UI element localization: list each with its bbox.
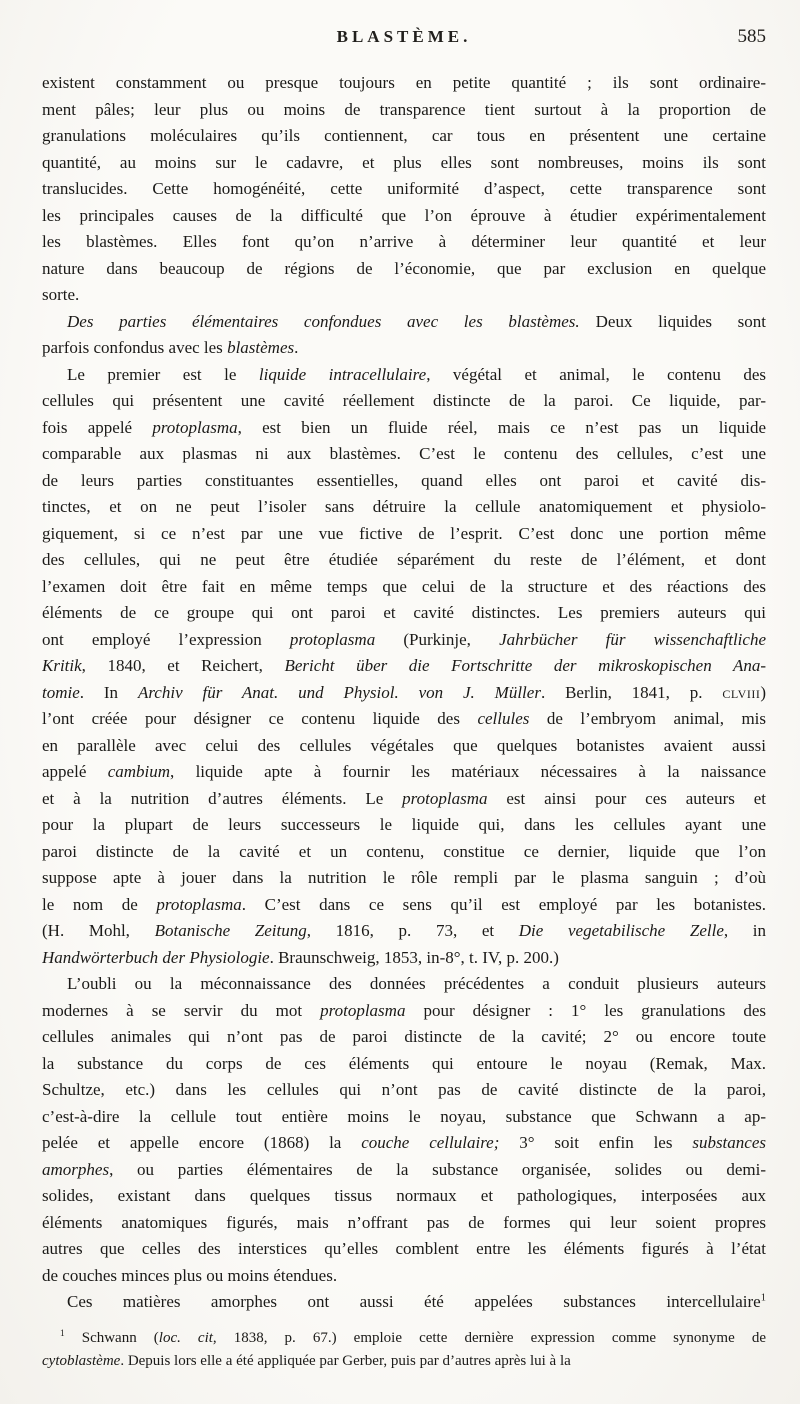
text-line: [42, 362, 766, 389]
text-segment: blastèmes: [227, 338, 295, 357]
text-segment: . C’est dans ce sens qu’il est employé par les botanistes.: [241, 894, 766, 914]
text-segment: liquide intracellulaire: [258, 364, 427, 384]
text-segment: l’examen doit être fait en même temps que celui de la structure et des réactions des: [42, 576, 766, 596]
text-line: [42, 812, 766, 839]
text-segment: . Berlin, 1841, p.: [540, 682, 723, 702]
text-line: [42, 1210, 766, 1237]
text-segment: 3° soit enfin les: [499, 1133, 693, 1152]
text-line: [42, 150, 766, 177]
text-line: [42, 786, 766, 813]
text-segment: Die vegetabilische Zelle: [518, 921, 724, 940]
text-line: [42, 229, 766, 256]
text-segment: solides, existant dans quelques tissus normaux et pathologiques, interposées aux: [42, 1186, 766, 1205]
text-segment: est ainsi pour ces auteurs et: [487, 788, 766, 808]
text-segment: , liquide apte à fournir les matériaux nécessaires à la naissance: [170, 762, 766, 781]
text-line: [42, 468, 766, 495]
text-line: [42, 1130, 766, 1157]
text-line: [42, 1263, 766, 1290]
text-line: [42, 998, 766, 1025]
text-segment: Le premier est le: [67, 364, 259, 384]
text-line: [42, 1051, 766, 1078]
text-line: [42, 282, 766, 309]
text-segment: les principales causes de la difficulté que l’on éprouve à étudier expérimentalement: [42, 205, 766, 225]
text-line: [42, 680, 766, 707]
text-segment: substances: [692, 1133, 766, 1152]
text-segment: . In: [79, 682, 138, 702]
body-text-block: [42, 70, 766, 1316]
text-line: [42, 494, 766, 521]
text-segment: cambium: [107, 762, 171, 781]
footnote-marker: 1: [60, 1328, 65, 1339]
text-segment: . Depuis lors elle a été appliquée par Gerber, puis par d’autres après lui à la: [120, 1353, 571, 1369]
text-segment: sorte.: [42, 285, 80, 304]
text-line: [42, 97, 766, 124]
text-segment: Botanische Zeitung: [154, 921, 307, 940]
text-line: [42, 176, 766, 203]
text-segment: ment pâles; leur plus ou moins de transparence tient surtout à la proportion de: [42, 99, 766, 119]
text-line: [42, 627, 766, 654]
text-segment: Des parties élémentaires confondues avec les blastèmes.: [67, 311, 580, 331]
text-segment: nature dans beaucoup de régions de l’économie, que par exclusion en quelque: [42, 258, 766, 278]
running-head: [42, 26, 766, 50]
text-line: [42, 706, 766, 733]
text-line: [42, 574, 766, 601]
text-line: [42, 653, 766, 680]
text-segment: protoplasma: [402, 788, 488, 808]
text-segment: de l’embryom animal, mis: [529, 709, 766, 728]
text-segment: Archiv für Anat. und Physiol. von J. Müller: [137, 682, 541, 702]
text-segment: .: [294, 338, 299, 357]
text-segment: quantité, au moins sur le cadavre, et plus elles sont nombreuses, moins ils sont: [42, 152, 766, 172]
text-segment: Bericht über die Fortschritte der mikroskopischen Ana-: [284, 656, 766, 675]
text-line: [42, 971, 766, 998]
text-segment: cellules animales qui n’ont pas de paroi distincte de la cavité; 2° ou encore toute: [42, 1027, 766, 1046]
text-segment: , 1838, p. 67.) emploie cette dernière expression comme synonyme de: [212, 1329, 766, 1346]
footnote-block: [42, 1327, 766, 1374]
text-line: [42, 733, 766, 760]
text-segment: paroi distincte de la cavité et un contenu, constitue ce dernier, liquide que l’on: [42, 841, 766, 861]
text-segment: parfois confondus avec les: [42, 338, 228, 357]
text-segment: ): [760, 682, 766, 702]
text-segment: protoplasma: [320, 1000, 406, 1020]
text-segment: pour la plupart de leurs successeurs le liquide qui, dans les cellules ayant une: [42, 815, 766, 834]
text-line: [42, 256, 766, 283]
text-segment: le nom de: [42, 894, 157, 914]
text-line: [42, 839, 766, 866]
text-segment: amorphes: [42, 1159, 110, 1179]
text-line: [42, 759, 766, 786]
text-segment: (Purkinje,: [375, 629, 500, 649]
text-segment: Kritik: [42, 656, 82, 675]
text-line: [42, 70, 766, 97]
text-segment: , végétal et animal, le contenu des: [426, 364, 766, 384]
text-segment: suppose apte à jouer dans la nutrition le rôle rempli par le plasma sanguin ; d’où: [42, 868, 766, 887]
text-segment: protoplasma: [152, 417, 238, 437]
text-line: [42, 1289, 766, 1316]
text-segment: de leurs parties constituantes essentielles, quand elles ont paroi et cavité dis-: [42, 470, 766, 490]
text-line: [42, 335, 766, 362]
text-line: [42, 600, 766, 627]
text-line: [42, 123, 766, 150]
text-segment: autres que celles des interstices qu’elles comblent entre les éléments figurés à l’état: [42, 1239, 766, 1258]
text-line: [42, 945, 766, 972]
text-segment: éléments anatomiques figurés, mais n’offrant pas de formes qui leur soient propres: [42, 1212, 766, 1232]
text-segment: de couches minces plus ou moins étendues.: [42, 1265, 338, 1285]
text-line: [42, 1024, 766, 1051]
text-segment: Ces matières amorphes ont aussi été appelées substances intercellulaire: [67, 1292, 761, 1311]
text-segment: , ou parties élémentaires de la substance organisée, solides ou demi-: [109, 1159, 766, 1179]
text-segment: ont employé l’expression: [42, 629, 290, 649]
text-line: [42, 309, 766, 336]
text-segment: L’oubli ou la méconnaissance des données précédentes a conduit plusieurs auteurs: [67, 974, 766, 993]
text-line: [42, 1104, 766, 1131]
text-segment: la substance du corps de ces éléments qui entoure le noyau (Remak, Max.: [42, 1053, 766, 1073]
text-segment: pour désigner : 1° les granulations des: [405, 1000, 766, 1020]
text-line: [42, 547, 766, 574]
text-segment: appelé: [42, 762, 108, 781]
text-segment: et à la nutrition d’autres éléments. Le: [42, 788, 403, 808]
text-segment: cellules: [477, 709, 530, 728]
text-line: [42, 1157, 766, 1184]
text-segment: tomie: [42, 682, 80, 702]
text-segment: comparable aux plasmas ni aux blastèmes. C’est le contenu des cellules, c’est une: [42, 444, 766, 463]
text-segment: en parallèle avec celui des cellules végétales que quelques botanistes avaient aussi: [42, 735, 766, 755]
text-segment: protoplasma: [289, 629, 376, 649]
text-segment: , 1816, p. 73, et: [306, 921, 519, 940]
page-title: BLASTÈME.: [336, 27, 472, 46]
text-segment: giquement, si ce n’est par une vue fictive de l’esprit. C’est donc une portion même: [42, 523, 766, 543]
text-segment: , in: [723, 921, 766, 940]
text-line: [42, 203, 766, 230]
text-segment: Jahrbücher für wissenchaftliche: [499, 629, 766, 649]
text-segment: Schultze, etc.) dans les cellules qui n’ont pas de cavité distincte de la paroi,: [42, 1080, 766, 1099]
text-line: [42, 415, 766, 442]
text-segment: l’ont créée pour désigner ce contenu liquide des: [42, 709, 478, 728]
page-number: 585: [737, 26, 766, 47]
footnote-marker: 1: [760, 1292, 766, 1304]
text-segment: tinctes, et on ne peut l’isoler sans détruire la cellule anatomiquement et physiolo-: [42, 497, 766, 516]
text-segment: Deux liquides sont: [595, 311, 766, 331]
text-segment: des cellules, qui ne peut être étudiée séparément du reste de l’élément, et dont: [42, 550, 766, 569]
text-line: [42, 1236, 766, 1263]
text-segment: Handwörterbuch der Physiologie: [42, 947, 270, 967]
text-segment: cytoblastème: [42, 1353, 121, 1369]
text-segment: modernes à se servir du mot: [42, 1000, 321, 1020]
text-line: [42, 918, 766, 945]
text-segment: pelée et appelle encore (1868) la: [42, 1133, 362, 1152]
text-segment: (H. Mohl,: [42, 921, 155, 940]
text-segment: éléments de ce groupe qui ont paroi et cavité distinctes. Les premiers auteurs qui: [42, 603, 766, 622]
text-line: [42, 441, 766, 468]
text-line: [42, 388, 766, 415]
text-line: [42, 1350, 766, 1374]
text-segment: , est bien un fluide réel, mais ce n’est pas un liquide: [237, 417, 766, 437]
text-line: [42, 865, 766, 892]
text-segment: c’est-à-dire la cellule tout entière moins le noyau, substance que Schwann a ap-: [42, 1106, 766, 1126]
text-segment: loc. cit: [158, 1329, 213, 1346]
text-line: [42, 521, 766, 548]
text-segment: existent constamment ou presque toujours en petite quantité ; ils sont ordinaire-: [42, 73, 766, 92]
text-segment: protoplasma: [156, 894, 242, 914]
text-segment: les blastèmes. Elles font qu’on n’arrive à déterminer leur quantité et leur: [42, 232, 766, 251]
text-segment: fois appelé: [42, 417, 153, 437]
text-segment: cellules qui présentent une cavité réellement distincte de la paroi. Ce liquide, par-: [42, 391, 766, 410]
text-segment: , 1840, et Reichert,: [81, 656, 285, 675]
text-segment: clviii: [722, 682, 761, 702]
text-line: [42, 1327, 766, 1351]
text-segment: couche cellulaire;: [361, 1133, 500, 1152]
text-segment: granulations moléculaires qu’ils contiennent, car tous en présentent une certaine: [42, 126, 766, 145]
text-segment: translucides. Cette homogénéité, cette uniformité d’aspect, cette transparence sont: [42, 179, 766, 198]
text-line: [42, 892, 766, 919]
text-line: [42, 1183, 766, 1210]
text-line: [42, 1077, 766, 1104]
text-segment: . Braunschweig, 1853, in-8°, t. IV, p. 200.): [269, 947, 559, 967]
text-segment: Schwann (: [64, 1329, 159, 1346]
